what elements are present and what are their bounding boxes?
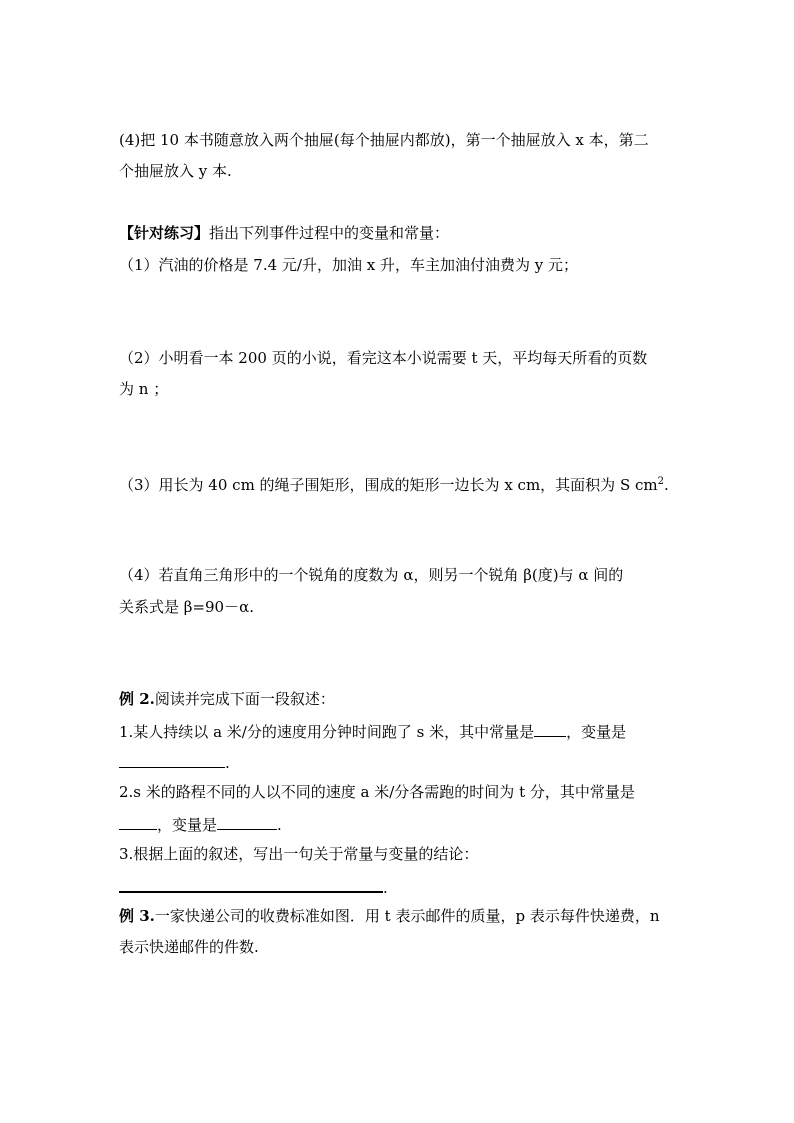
variable-blank-2[interactable] (217, 813, 277, 830)
constant-blank-2[interactable] (119, 813, 157, 830)
practice-intro: 指出下列事件过程中的变量和常量： (209, 224, 450, 242)
conclusion-blank[interactable] (119, 875, 383, 893)
example-3-label: 例 3. (119, 907, 155, 925)
constant-blank-1[interactable] (534, 720, 566, 737)
question-2-line-2: 为 n ； (119, 380, 169, 398)
example-3-line-1: 例 3.一家快递公司的收费标准如图．用 t 表示邮件的质量，p 表示每件快递费，n (119, 907, 660, 925)
practice-heading: 【针对练习】 (119, 224, 210, 242)
example-2-item-2: 2.s 米的路程不同的人以不同的速度 a 米/分各需跑的时间为 t 分，其中常量是 (119, 783, 635, 801)
question-2-line-1: （2）小明看一本 200 页的小说，看完这本小说需要 t 天，平均每天所看的页数 (119, 349, 648, 367)
question-4-line-2: 关系式是 β=90－α. (119, 598, 254, 616)
question-4-line-1: （4）若直角三角形中的一个锐角的度数为 α，则另一个锐角 β(度)与 α 间的 (119, 566, 624, 584)
example-2-item-3-cont: . (119, 875, 388, 898)
superscript-2: 2 (657, 476, 664, 487)
example-2-item-3: 3.根据上面的叙述，写出一句关于常量与变量的结论： (119, 845, 479, 863)
example-3-line-2: 表示快递邮件的件数. (119, 938, 259, 956)
problem-4-line-2: 个抽屉放入 y 本. (119, 162, 232, 180)
example-2-heading (119, 689, 335, 709)
practice-heading-line (119, 223, 449, 243)
question-3: （3）用长为 40 cm 的绳子围矩形，围成的矩形一边长为 x cm，其面积为 S $cm^2$. (119, 476, 669, 494)
question-1: （1）汽油的价格是 7.4 元/升，加油 x 升，车主加油付油费为 y 元； (119, 256, 578, 274)
example-2-intro: 阅读并完成下面一段叙述： (154, 690, 335, 708)
variable-blank-1[interactable] (119, 751, 225, 768)
example-2-item-2-cont: ，变量是 . (119, 813, 282, 835)
problem-4-line-1: (4)把 10 本书随意放入两个抽屉(每个抽屉内都放)，第一个抽屉放入 x 本，第二 (119, 131, 649, 149)
example-2-item-1-cont: . (119, 751, 230, 773)
example-2-label: 例 2. (119, 690, 155, 708)
example-2-item-1: 1.某人持续以 a 米/分的速度用分钟时间跑了 s 米，其中常量是 ，变量是 (119, 720, 626, 742)
